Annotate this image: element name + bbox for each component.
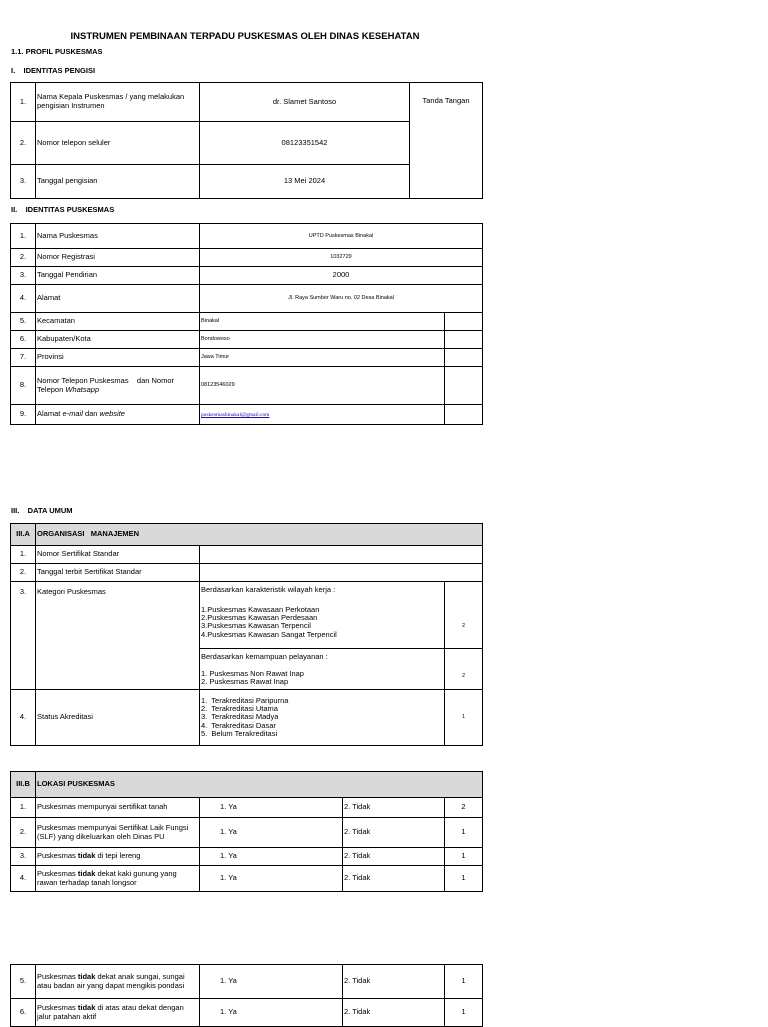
section-header: ORGANISASI MANAJEMEN <box>36 524 483 546</box>
answer-cell[interactable]: 2 <box>445 582 483 649</box>
kategori-pelayanan-options <box>201 670 443 687</box>
row-label-text: Puskesmas <box>37 971 78 981</box>
row-value[interactable]: dr. Slamet Santoso <box>200 83 410 122</box>
row-number: 3. <box>11 582 36 690</box>
table-row <box>11 999 483 1027</box>
table-row <box>11 331 483 349</box>
table-row <box>11 690 483 746</box>
section-code: III.A <box>11 524 36 546</box>
table-row <box>11 285 483 313</box>
identitas-pengisi-table <box>10 82 483 199</box>
row-number: 8. <box>11 367 36 405</box>
row-label-text: di tepi lereng <box>95 851 141 861</box>
row-number: 4. <box>11 285 36 313</box>
answer-cell[interactable]: 1 <box>445 818 483 848</box>
kategori-wilayah-intro: Berdasarkan karakteristik wilayah kerja : <box>201 585 336 594</box>
row-label-text: Puskesmas <box>37 868 78 878</box>
row-number: 5. <box>11 965 36 999</box>
row-value[interactable]: Jl. Raya Sumber Waru no. 02 Desa Binakal <box>200 285 483 313</box>
option-yes[interactable]: 1. Ya <box>200 798 343 818</box>
row-label: Nama Kepala Puskesmas / yang melakukan pengisian Instrumen <box>36 83 200 122</box>
row-number: 3. <box>11 848 36 866</box>
table-row <box>11 313 483 331</box>
row-label-text: di atas atau dekat dengan jalur patahan aktif <box>37 1002 186 1021</box>
row-value[interactable]: Bondowoso <box>200 331 445 349</box>
option-item: 1. Terakreditasi Paripurna <box>201 695 289 705</box>
table-row <box>11 564 483 582</box>
option-no[interactable]: 2. Tidak <box>343 848 445 866</box>
akreditasi-options <box>201 697 443 739</box>
table-row <box>11 83 483 122</box>
table-row <box>11 582 483 649</box>
table-row <box>11 367 483 405</box>
row-label: Kabupaten/Kota <box>36 331 200 349</box>
email-link[interactable]: puskesmasbinakal@gmail.com <box>201 412 270 419</box>
row-value[interactable] <box>200 564 483 582</box>
row-number: 3. <box>11 165 36 199</box>
section-identitas-puskesmas: II. IDENTITAS PUSKESMAS <box>11 205 115 214</box>
empty-cell[interactable] <box>445 367 483 405</box>
row-label-text: Puskesmas mempunyai sertifikat tanah <box>37 802 168 812</box>
empty-cell[interactable] <box>445 331 483 349</box>
row-number: 5. <box>11 313 36 331</box>
row-label: Status Akreditasi <box>36 690 200 746</box>
table-row <box>11 848 483 866</box>
option-no[interactable]: 2. Tidak <box>343 866 445 892</box>
option-item: 2. Terakreditasi Utama <box>201 703 278 713</box>
kategori-pelayanan-cell <box>200 649 445 690</box>
answer-cell[interactable]: 1 <box>445 965 483 999</box>
section-code: III.B <box>11 772 36 798</box>
row-label: Kecamatan <box>36 313 200 331</box>
row-number: 6. <box>11 999 36 1027</box>
table-row <box>11 866 483 892</box>
row-label-text: dan <box>82 409 100 419</box>
row-number: 3. <box>11 267 36 285</box>
row-value[interactable]: 1032729 <box>200 249 483 267</box>
row-number: 1. <box>11 83 36 122</box>
row-label-text: dekat kaki gunung yang rawan terhadap tanah longsor <box>37 868 179 887</box>
row-label <box>36 798 200 818</box>
kategori-pelayanan-intro: Berdasarkan kemampuan pelayanan : <box>201 652 328 661</box>
row-value[interactable] <box>200 546 483 564</box>
row-label-bold: tidak <box>77 868 96 878</box>
empty-cell[interactable] <box>445 313 483 331</box>
organisasi-manajemen-table <box>10 523 483 746</box>
row-number: 2. <box>11 122 36 165</box>
answer-cell[interactable]: 1 <box>445 848 483 866</box>
option-item: 4.Puskesmas Kawasan Sangat Terpencil <box>201 629 337 639</box>
akreditasi-cell <box>200 690 445 746</box>
row-label: Tanggal terbit Sertifikat Standar <box>36 564 200 582</box>
table-header-row <box>11 772 483 798</box>
kategori-wilayah-options <box>201 606 443 640</box>
row-label-italic: e-mail <box>62 409 83 419</box>
option-item: 3.Puskesmas Kawasan Terpencil <box>201 621 311 631</box>
row-number: 1. <box>11 546 36 564</box>
row-label-text: Alamat <box>37 409 63 419</box>
row-label <box>36 818 200 848</box>
row-label-italic: Whatsapp <box>65 384 100 394</box>
row-value[interactable]: 13 Mei 2024 <box>200 165 410 199</box>
row-label-italic: website <box>99 409 125 419</box>
row-value[interactable]: Binakal <box>200 313 445 331</box>
row-label <box>36 999 200 1027</box>
option-item: 3. Terakreditasi Madya <box>201 712 279 722</box>
table-row <box>11 405 483 425</box>
row-label <box>36 965 200 999</box>
row-number: 1. <box>11 798 36 818</box>
row-number: 2. <box>11 818 36 848</box>
option-no[interactable]: 2. Tidak <box>343 818 445 848</box>
row-label: Nomor Sertifikat Standar <box>36 546 200 564</box>
row-number: 4. <box>11 690 36 746</box>
table-row <box>11 798 483 818</box>
option-yes[interactable]: 1. Ya <box>200 999 343 1027</box>
row-label: Nomor telepon seluler <box>36 122 200 165</box>
row-value[interactable]: 2000 <box>200 267 483 285</box>
table-row <box>11 349 483 367</box>
row-number: 1. <box>11 224 36 249</box>
option-yes[interactable]: 1. Ya <box>200 965 343 999</box>
row-label-bold: tidak <box>77 1002 96 1012</box>
table-row <box>11 546 483 564</box>
table-row <box>11 224 483 249</box>
row-number: 2. <box>11 249 36 267</box>
table-row <box>11 249 483 267</box>
answer-cell[interactable]: 2 <box>445 798 483 818</box>
row-label: Alamat <box>36 285 200 313</box>
option-no[interactable]: 2. Tidak <box>343 999 445 1027</box>
section-header: LOKASI PUSKESMAS <box>36 772 483 798</box>
option-no[interactable]: 2. Tidak <box>343 798 445 818</box>
row-label: Kategori Puskesmas <box>36 582 200 690</box>
option-item: 2. Puskesmas Rawat Inap <box>201 677 289 687</box>
row-label: Tanggal pengisian <box>36 165 200 199</box>
identitas-puskesmas-table <box>10 223 483 425</box>
empty-cell[interactable] <box>445 349 483 367</box>
signature-cell[interactable] <box>410 83 483 199</box>
answer-cell[interactable]: 2 <box>445 649 483 690</box>
answer-cell[interactable]: 1 <box>445 690 483 746</box>
table-row <box>11 818 483 848</box>
row-label: Nomor Registrasi <box>36 249 200 267</box>
empty-cell[interactable] <box>445 405 483 425</box>
answer-cell[interactable]: 1 <box>445 999 483 1027</box>
row-label-bold: tidak <box>77 851 96 861</box>
table-row <box>11 267 483 285</box>
option-yes[interactable]: 1. Ya <box>200 818 343 848</box>
row-label <box>36 848 200 866</box>
row-label: Tanggal Pendirian <box>36 267 200 285</box>
row-value[interactable]: 08123546029 <box>200 367 445 405</box>
signature-label: Tanda Tangan <box>422 96 470 105</box>
option-yes[interactable]: 1. Ya <box>200 866 343 892</box>
option-item: 1. Puskesmas Non Rawat Inap <box>201 668 304 678</box>
section-identitas-pengisi: I. IDENTITAS PENGISI <box>11 66 96 75</box>
row-label <box>36 367 200 405</box>
row-number: 4. <box>11 866 36 892</box>
row-label-text: Puskesmas <box>37 851 78 861</box>
table-row <box>11 965 483 999</box>
row-number: 2. <box>11 564 36 582</box>
row-number: 6. <box>11 331 36 349</box>
option-item: 1.Puskesmas Kawasaan Perkotaan <box>201 604 320 614</box>
row-label-text: dekat anak sungai, sungai atau badan air yang dapat mengikis pondasi <box>37 971 187 990</box>
row-value[interactable]: UPTD Puskesmas Binakal <box>200 224 483 249</box>
section-profil-puskesmas: 1.1. PROFIL PUSKESMAS <box>11 47 103 56</box>
row-value[interactable]: Jawa Timur <box>200 349 445 367</box>
row-label <box>36 405 200 425</box>
option-yes[interactable]: 1. Ya <box>200 848 343 866</box>
row-label-bold: tidak <box>77 971 96 981</box>
lokasi-puskesmas-table <box>10 771 483 892</box>
row-value <box>200 405 445 425</box>
row-label-text: Nomor Telepon Puskesmas dan Nomor Telepon <box>37 375 176 394</box>
row-number: 9. <box>11 405 36 425</box>
table-header-row <box>11 524 483 546</box>
answer-cell[interactable]: 1 <box>445 866 483 892</box>
row-value[interactable]: 08123351542 <box>200 122 410 165</box>
row-label: Provinsi <box>36 349 200 367</box>
option-item: 2.Puskesmas Kawasan Perdesaan <box>201 613 318 623</box>
row-label: Nama Puskesmas <box>36 224 200 249</box>
row-label-text: Puskesmas mempunyai Sertifikat Laik Fungsi (SLF) yang dikeluarkan oleh Dinas PU <box>37 822 189 841</box>
lokasi-puskesmas-table-continued <box>10 964 483 1027</box>
row-label-text: Puskesmas <box>37 1002 78 1012</box>
row-number: 7. <box>11 349 36 367</box>
option-item: 5. Belum Terakreditasi <box>201 729 278 739</box>
option-item: 4. Terakreditasi Dasar <box>201 720 276 730</box>
option-no[interactable]: 2. Tidak <box>343 965 445 999</box>
row-label <box>36 866 200 892</box>
kategori-wilayah-cell <box>200 582 445 649</box>
section-data-umum: III. DATA UMUM <box>11 506 73 515</box>
document-title: INSTRUMEN PEMBINAAN TERPADU PUSKESMAS OLEH DINAS KESEHATAN <box>70 31 420 42</box>
